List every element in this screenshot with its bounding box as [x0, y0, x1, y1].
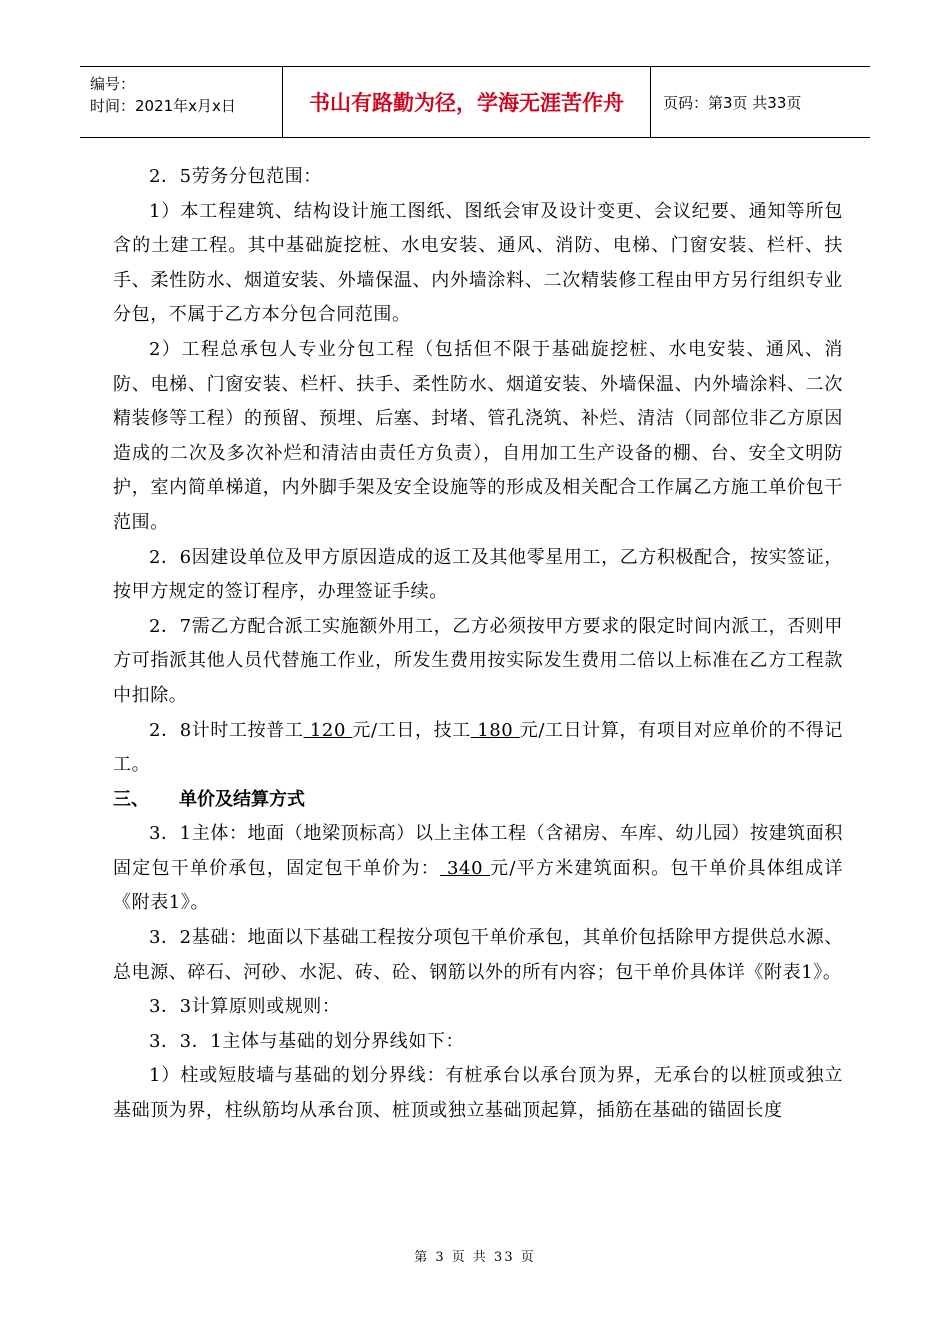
header-page-info: 页码：第3页 共33页 — [663, 93, 802, 112]
paragraph-scope-1: 1）本工程建筑、结构设计施工图纸、图纸会审及设计变更、会议纪要、通知等所包含的土建工程。其中基础旋挖桩、水电安装、通风、消防、电梯、门窗安装、栏杆、扶手、柔性防水、烟道安装、外墙保温、内外墙涂料、二次精装修工程由甲方另行组织专业分包，不属于乙方本分包合同范围。 — [113, 200, 843, 326]
unit-price-value: 340 — [440, 857, 491, 879]
section-heading-3 — [113, 783, 843, 818]
paragraph-boundary-1: 1）柱或短肢墙与基础的划分界线：有桩承台以承台顶为界，无承台的以桩顶或独立基础顶为界，柱纵筋均从承台顶、桩顶或独立基础顶起算，插筋在基础的锚固长度 — [113, 1065, 843, 1122]
paragraph-2-8 — [113, 714, 843, 783]
paragraph-scope-2: 2）工程总承包人专业分包工程（包括但不限于基础旋挖桩、水电安装、通风、消防、电梯、门窗安装、栏杆、扶手、柔性防水、烟道安装、外墙保温、内外墙涂料、二次精装修等工程）的预留、预埋、后塞、封堵、管孔浇筑、补烂、清洁（同部位非乙方原因造成的二次及多次补烂和清洁由责任方负责），自用加工生产设备的棚、台、安全文明防护，室内简单梯道，内外脚手架及安全设施等的形成及相关配合工作属乙方施工单价包干范围。 — [113, 338, 843, 533]
paragraph-3-1-part-a: 3．1主体：地面（地梁顶标高）以上主体工程（含裙房、车库、幼儿园）按建筑面积固定包干单价承包，固定包干单价为： — [113, 823, 843, 879]
general-worker-rate: 120 — [303, 719, 353, 741]
paragraph-2-8-part-a: 2．8计时工按普工 — [149, 719, 304, 741]
paragraph-3-1-part-b: 元/平方米建筑面积。包干单价具体组成详《附表1》。 — [113, 857, 843, 914]
paragraph-2-5: 2．5劳务分包范围： — [149, 166, 322, 187]
document-body — [113, 160, 843, 1129]
page-header — [80, 66, 870, 138]
page-footer: 第 3 页 共 33 页 — [414, 1250, 536, 1265]
skilled-worker-rate: 180 — [470, 719, 520, 741]
date-label: 时间：2021年x月x日 — [90, 97, 236, 115]
header-left-cell — [80, 67, 283, 137]
paragraph-3-2: 3．2基础：地面以下基础工程按分项包干单价承包，其单价包括除甲方提供总水源、总电源、碎石、河砂、水泥、砖、砼、钢筋以外的所有内容；包干单价具体详《附表1》。 — [113, 927, 843, 983]
paragraph-2-7: 2．7需乙方配合派工实施额外用工，乙方必须按甲方要求的限定时间内派工，否则甲方可指派其他人员代替施工作业，所发生费用按实际发生费用二倍以上标准在乙方工程款中扣除。 — [113, 615, 843, 706]
paragraph-2-8-part-b: 元/工日，技工 — [352, 719, 471, 741]
paragraph-3-3-1: 3．3．1主体与基础的划分界线如下： — [149, 1030, 465, 1052]
paragraph-3-3: 3．3计算原则或规则： — [149, 996, 341, 1018]
paragraph-3-1 — [113, 817, 843, 921]
header-motto: 书山有路勤为径，学海无涯苦作舟 — [283, 67, 651, 137]
number-label: 编号： — [90, 75, 136, 93]
section-title: 单价及结算方式 — [179, 788, 305, 810]
paragraph-2-8-part-c: 元/工日计算，有项目对应单价的不得记工。 — [113, 719, 843, 776]
paragraph-2-6: 2．6因建设单位及甲方原因造成的返工及其他零星用工，乙方积极配合，按实签证，按甲方规定的签订程序，办理签证手续。 — [113, 546, 843, 603]
section-number: 三、 — [113, 788, 149, 810]
